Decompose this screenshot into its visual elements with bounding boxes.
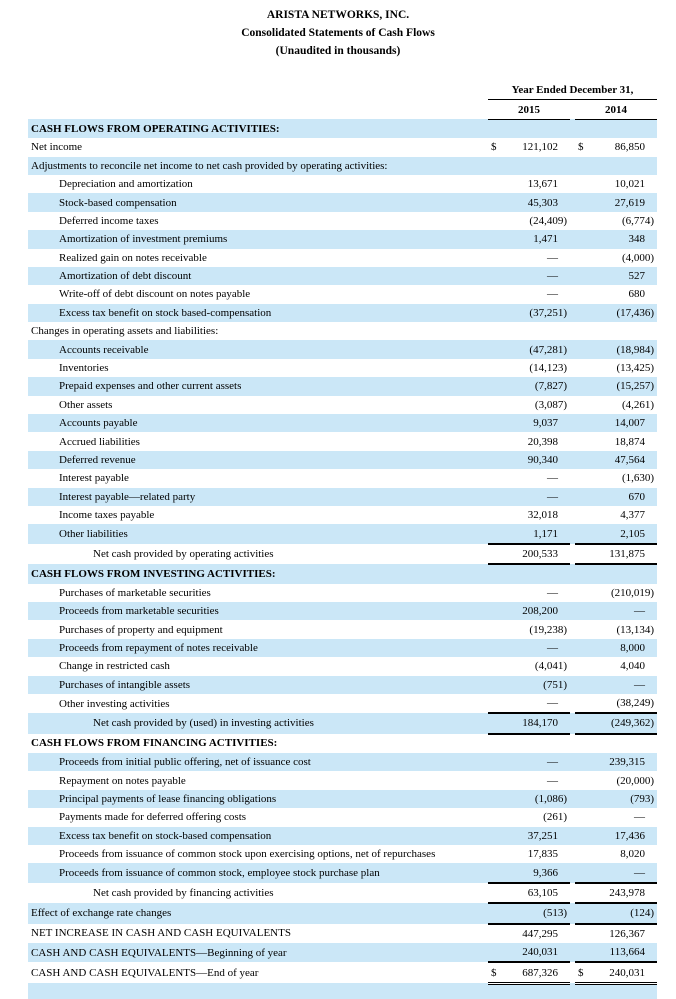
row-label: Stock-based compensation — [59, 196, 177, 209]
dollar-sign-2014 — [575, 488, 591, 506]
dollar-sign-2014 — [575, 883, 591, 903]
value-2015: 32,018 — [527, 509, 558, 522]
row-label: Deferred revenue — [59, 454, 136, 466]
value-2014: (13,425) — [616, 362, 655, 375]
row-label: Deferred income taxes — [59, 214, 159, 227]
dollar-sign-2015 — [488, 808, 504, 826]
document-header — [0, 0, 676, 60]
value-2015: — — [547, 472, 558, 485]
dollar-sign-2015 — [488, 771, 504, 789]
dollar-sign-2015 — [488, 734, 504, 753]
value-2014: (38,249) — [591, 694, 657, 713]
value-2015: (3,087) — [534, 398, 567, 411]
dollar-sign-2014 — [575, 790, 591, 808]
value-2014 — [591, 119, 657, 138]
row-label: Accounts payable — [59, 417, 138, 430]
value-2014: — — [591, 863, 657, 882]
value-2015: — — [547, 270, 558, 283]
value-2014: 131,875 — [591, 544, 657, 564]
dollar-sign-2014 — [575, 469, 591, 487]
table-row — [28, 943, 657, 962]
table-row — [28, 267, 657, 285]
table-row — [28, 249, 657, 267]
dollar-sign-2014 — [575, 753, 591, 771]
dollar-sign-2014 — [575, 340, 591, 358]
row-label: Realized gain on notes receivable — [59, 251, 207, 264]
table-row — [28, 212, 657, 230]
value-2014: (1,630) — [621, 472, 655, 485]
table-row — [28, 753, 657, 771]
value-2015: 9,037 — [533, 417, 558, 430]
row-label: Amortization of investment premiums — [59, 233, 228, 246]
table-row — [28, 175, 657, 193]
row-label: Write-off of debt discount on notes payable — [59, 288, 251, 301]
value-2014: 4,377 — [620, 509, 646, 522]
column-header-2014: 2014 — [575, 100, 657, 119]
row-label: Net cash provided by (used) in investing activities — [93, 717, 314, 730]
value-2014: (18,984) — [616, 343, 655, 356]
value-2015: 1,171 — [504, 524, 570, 543]
value-2015: 184,170 — [504, 713, 570, 733]
dollar-sign-2014 — [575, 451, 591, 469]
dollar-sign-2015 — [488, 639, 504, 657]
dollar-sign-2015 — [488, 451, 504, 469]
dollar-sign-2014 — [575, 432, 591, 450]
dollar-sign-2015 — [488, 983, 504, 999]
row-label: Interest payable—related party — [59, 490, 196, 503]
table-row — [28, 790, 657, 808]
dollar-sign-2014 — [575, 322, 591, 340]
dollar-sign-2015 — [488, 322, 504, 340]
row-label: Proceeds from issuance of common stock, employee stock purchase plan — [59, 867, 380, 880]
table-row — [28, 962, 657, 983]
dollar-sign-2014 — [575, 924, 591, 943]
value-2015: (1,086) — [534, 793, 567, 806]
row-label: Proceeds from issuance of common stock upon exercising options, net of repurchases — [59, 848, 436, 861]
table-row — [28, 414, 657, 432]
value-2014: 17,436 — [614, 829, 646, 842]
value-2015: 447,295 — [522, 927, 558, 940]
row-label: Other investing activities — [59, 697, 170, 710]
value-2014: 126,367 — [609, 927, 646, 940]
row-label: Purchases of intangible assets — [59, 678, 191, 691]
value-2015: (24,409) — [529, 214, 567, 227]
dollar-sign-2014 — [575, 175, 591, 193]
row-label: Other assets — [59, 398, 113, 411]
value-2015 — [504, 983, 570, 999]
value-2014 — [591, 157, 657, 175]
row-label: Amortization of debt discount — [59, 270, 192, 283]
value-2014: (4,261) — [621, 398, 655, 411]
value-2014: (17,436) — [616, 306, 655, 319]
table-row — [28, 676, 657, 694]
dollar-sign-2015 — [488, 620, 504, 638]
value-2015: — — [547, 490, 558, 503]
dollar-sign-2014 — [575, 639, 591, 657]
value-2014: (13,134) — [616, 623, 655, 636]
row-label: Change in restricted cash — [59, 660, 170, 673]
dollar-sign-2015 — [488, 396, 504, 414]
row-label: Net income — [31, 141, 83, 154]
dollar-sign-2014 — [575, 734, 591, 753]
dollar-sign-2014 — [575, 827, 591, 845]
value-2015: 20,398 — [527, 435, 558, 448]
value-2015: 200,533 — [504, 544, 570, 564]
table-row — [28, 359, 657, 377]
dollar-sign-2015 — [488, 469, 504, 487]
value-2015: 1,471 — [533, 233, 558, 246]
value-2014 — [591, 983, 657, 999]
dollar-sign-2015 — [488, 414, 504, 432]
value-2015 — [504, 322, 570, 340]
value-2015: (37,251) — [529, 306, 567, 319]
dollar-sign-2015 — [488, 506, 504, 524]
company-name: ARISTA NETWORKS, INC. — [266, 9, 410, 21]
value-2014: 18,874 — [614, 435, 646, 448]
dollar-sign-2014 — [575, 845, 591, 863]
table-row — [28, 564, 657, 583]
dollar-sign-2015 — [488, 285, 504, 303]
value-2015: (4,041) — [534, 660, 567, 673]
dollar-sign-2015 — [488, 377, 504, 395]
table-row — [28, 694, 657, 713]
value-2014: (20,000) — [616, 774, 655, 787]
table-row — [28, 396, 657, 414]
value-2014 — [591, 734, 657, 753]
dollar-sign-2014 — [575, 285, 591, 303]
dollar-sign-2015 — [488, 193, 504, 211]
row-label: Accounts receivable — [59, 343, 149, 356]
value-2014: (249,362) — [591, 713, 657, 733]
value-2014: 86,850 — [614, 141, 646, 154]
row-label: Changes in operating assets and liabilities: — [31, 325, 219, 338]
row-label: Net cash provided by operating activities — [93, 547, 274, 560]
dollar-sign-2014 — [575, 584, 591, 602]
dollar-sign-2015 — [488, 584, 504, 602]
row-label — [28, 983, 488, 999]
table-row — [28, 903, 657, 923]
dollar-sign-2014 — [575, 602, 591, 620]
statement-title: Consolidated Statements of Cash Flows — [241, 27, 435, 39]
value-2014: — — [634, 811, 646, 824]
row-label: CASH FLOWS FROM OPERATING ACTIVITIES: — [31, 122, 280, 135]
header-spacer — [28, 81, 488, 100]
dollar-sign-2015 — [488, 212, 504, 230]
dollar-sign-2014 — [575, 119, 591, 138]
table-row — [28, 506, 657, 524]
value-2014 — [591, 322, 657, 340]
value-2014: 47,564 — [614, 454, 646, 466]
table-row — [28, 322, 657, 340]
dollar-sign-2014 — [575, 377, 591, 395]
value-2015: — — [547, 251, 558, 264]
row-label: Proceeds from repayment of notes receivable — [59, 641, 258, 654]
table-row — [28, 845, 657, 863]
dollar-sign-2015 — [488, 883, 504, 903]
value-2014 — [591, 564, 657, 583]
dollar-sign-2015 — [488, 544, 504, 564]
period-header: Year Ended December 31, — [488, 81, 657, 100]
dollar-sign-2015 — [488, 230, 504, 248]
value-2014: 2,105 — [591, 524, 657, 543]
table-row — [28, 544, 657, 564]
row-label: Adjustments to reconcile net income to net cash provided by operating activities: — [31, 159, 388, 172]
table-row — [28, 771, 657, 789]
dollar-sign-2014 — [575, 249, 591, 267]
dollar-sign-2014 — [575, 771, 591, 789]
dollar-sign-2015 — [488, 157, 504, 175]
value-2015: 9,366 — [504, 863, 570, 882]
statement-note: (Unaudited in thousands) — [275, 45, 401, 57]
table-row — [28, 620, 657, 638]
dollar-sign-2015 — [488, 304, 504, 322]
value-2015: 90,340 — [527, 454, 558, 466]
row-label: Accrued liabilities — [59, 435, 140, 448]
value-2014: 27,619 — [614, 196, 646, 209]
dollar-sign-2015 — [488, 119, 504, 138]
table-row — [28, 138, 657, 156]
dollar-sign-2015 — [488, 488, 504, 506]
header-spacer — [28, 100, 488, 119]
row-label: Principal payments of lease financing obligations — [59, 793, 277, 806]
table-row — [28, 157, 657, 175]
dollar-sign-2015 — [488, 175, 504, 193]
value-2015: — — [547, 756, 558, 769]
table-row — [28, 488, 657, 506]
dollar-sign-2015 — [488, 753, 504, 771]
row-label: Proceeds from initial public offering, net of issuance cost — [59, 756, 311, 769]
year-header-row — [28, 100, 657, 119]
value-2014: (793) — [630, 793, 655, 806]
dollar-sign-2015 — [488, 564, 504, 583]
dollar-sign-2014 — [575, 676, 591, 694]
value-2015: 240,031 — [504, 943, 570, 962]
column-header-2015: 2015 — [488, 100, 570, 119]
dollar-sign-2015 — [488, 694, 504, 713]
dollar-sign-2014 — [575, 267, 591, 285]
dollar-sign-2014 — [575, 657, 591, 675]
value-2015: — — [504, 694, 570, 713]
row-label: Proceeds from marketable securities — [59, 605, 219, 618]
dollar-sign-2014 — [575, 230, 591, 248]
value-2014: 239,315 — [609, 756, 646, 769]
dollar-sign-2015 — [488, 676, 504, 694]
value-2014: 527 — [628, 270, 646, 283]
value-2015: (14,123) — [529, 362, 567, 375]
dollar-sign-2014 — [575, 983, 591, 999]
dollar-sign-2014: $ — [578, 141, 584, 154]
dollar-sign-2014 — [575, 863, 591, 882]
row-label: CASH AND CASH EQUIVALENTS—Beginning of year — [31, 946, 287, 959]
dollar-sign-2015 — [488, 249, 504, 267]
table-row — [28, 734, 657, 753]
dollar-sign-2014 — [575, 304, 591, 322]
row-label: Purchases of property and equipment — [59, 623, 223, 636]
value-2015: 63,105 — [504, 883, 570, 903]
row-label: Income taxes payable — [59, 509, 155, 522]
row-label: Effect of exchange rate changes — [31, 907, 172, 920]
dollar-sign-2014 — [575, 564, 591, 583]
value-2014: 8,000 — [620, 641, 646, 654]
table-row — [28, 524, 657, 543]
dollar-sign-2015 — [488, 359, 504, 377]
value-2014: — — [634, 678, 646, 691]
table-row — [28, 924, 657, 943]
row-label: Depreciation and amortization — [59, 178, 193, 191]
row-label: CASH FLOWS FROM FINANCING ACTIVITIES: — [31, 737, 278, 750]
value-2015: 208,200 — [522, 605, 558, 618]
row-label: Net cash provided by financing activities — [93, 886, 274, 899]
empty-row — [28, 983, 657, 999]
value-2015 — [504, 734, 570, 753]
row-label: Other liabilities — [59, 528, 128, 541]
value-2014: 8,020 — [620, 848, 646, 861]
table-row — [28, 193, 657, 211]
dollar-sign-2015 — [488, 924, 504, 943]
value-2015: (19,238) — [529, 623, 567, 636]
value-2014: 14,007 — [614, 417, 646, 430]
table-row — [28, 451, 657, 469]
dollar-sign-2015 — [488, 790, 504, 808]
value-2014: (6,774) — [621, 214, 655, 227]
value-2015: (751) — [543, 678, 567, 691]
table-row — [28, 639, 657, 657]
value-2014: 4,040 — [620, 660, 646, 673]
value-2015: 17,835 — [527, 848, 558, 861]
value-2015 — [504, 119, 570, 138]
value-2014: (4,000) — [621, 251, 655, 264]
value-2015 — [504, 564, 570, 583]
table-row — [28, 285, 657, 303]
value-2015: 45,303 — [527, 196, 558, 209]
value-2015: 13,671 — [527, 178, 558, 191]
value-2015: — — [547, 641, 558, 654]
table-row — [28, 883, 657, 903]
table-row — [28, 432, 657, 450]
row-label: Interest payable — [59, 472, 129, 485]
period-header-row — [28, 81, 657, 100]
table-row — [28, 713, 657, 733]
dollar-sign-2015 — [488, 602, 504, 620]
dollar-sign-2014: $ — [575, 962, 591, 983]
cash-flow-table — [28, 81, 657, 999]
value-2015: — — [547, 586, 558, 599]
dollar-sign-2014 — [575, 157, 591, 175]
table-row — [28, 119, 657, 138]
row-label: Purchases of marketable securities — [59, 586, 211, 599]
value-2014: (124) — [591, 903, 657, 923]
dollar-sign-2014 — [575, 193, 591, 211]
dollar-sign-2015 — [488, 903, 504, 923]
value-2015: — — [547, 288, 558, 301]
dollar-sign-2014 — [575, 524, 591, 543]
value-2014: 240,031 — [591, 962, 657, 983]
table-row — [28, 469, 657, 487]
table-body — [28, 119, 657, 999]
value-2015: — — [547, 774, 558, 787]
dollar-sign-2015 — [488, 943, 504, 962]
value-2015: (47,281) — [529, 343, 567, 356]
value-2015 — [504, 157, 570, 175]
row-label: CASH FLOWS FROM INVESTING ACTIVITIES: — [31, 567, 276, 580]
table-row — [28, 808, 657, 826]
value-2014: — — [634, 605, 646, 618]
dollar-sign-2015 — [488, 713, 504, 733]
dollar-sign-2014 — [575, 212, 591, 230]
row-label: NET INCREASE IN CASH AND CASH EQUIVALENTS — [31, 927, 291, 940]
row-label: Repayment on notes payable — [59, 774, 186, 787]
dollar-sign-2015 — [488, 267, 504, 285]
value-2014: 348 — [628, 233, 646, 246]
row-label: Payments made for deferred offering costs — [59, 811, 247, 824]
value-2015: 121,102 — [522, 141, 558, 154]
table-row — [28, 602, 657, 620]
value-2014: 680 — [628, 288, 646, 301]
table-row — [28, 863, 657, 882]
value-2015: 37,251 — [527, 829, 558, 842]
value-2015: (7,827) — [534, 380, 567, 393]
dollar-sign-2014 — [575, 544, 591, 564]
table-row — [28, 377, 657, 395]
value-2014: 10,021 — [614, 178, 646, 191]
dollar-sign-2015 — [488, 845, 504, 863]
table-row — [28, 657, 657, 675]
value-2014: 243,978 — [591, 883, 657, 903]
dollar-sign-2015: $ — [488, 962, 504, 983]
value-2014: 670 — [628, 490, 646, 503]
row-label: Excess tax benefit on stock-based compensation — [59, 829, 272, 842]
dollar-sign-2014 — [575, 903, 591, 923]
dollar-sign-2014 — [575, 713, 591, 733]
dollar-sign-2014 — [575, 620, 591, 638]
dollar-sign-2014 — [575, 694, 591, 713]
row-label: CASH AND CASH EQUIVALENTS—End of year — [31, 966, 259, 979]
dollar-sign-2015 — [488, 340, 504, 358]
table-row — [28, 827, 657, 845]
value-2015: (513) — [504, 903, 570, 923]
value-2015: (261) — [543, 811, 567, 824]
dollar-sign-2015 — [488, 432, 504, 450]
value-2014: (210,019) — [610, 586, 655, 599]
dollar-sign-2015 — [488, 827, 504, 845]
dollar-sign-2015 — [488, 657, 504, 675]
value-2015: 687,326 — [504, 962, 570, 983]
table-row — [28, 584, 657, 602]
dollar-sign-2014 — [575, 943, 591, 962]
table-row — [28, 230, 657, 248]
value-2014: (15,257) — [616, 380, 655, 393]
value-2014: 113,664 — [591, 943, 657, 962]
row-label: Prepaid expenses and other current assets — [59, 380, 242, 393]
dollar-sign-2014 — [575, 396, 591, 414]
table-row — [28, 340, 657, 358]
dollar-sign-2014 — [575, 506, 591, 524]
dollar-sign-2015 — [488, 863, 504, 882]
dollar-sign-2015 — [488, 524, 504, 543]
dollar-sign-2014 — [575, 414, 591, 432]
dollar-sign-2014 — [575, 359, 591, 377]
dollar-sign-2015: $ — [491, 141, 497, 154]
dollar-sign-2014 — [575, 808, 591, 826]
row-label: Excess tax benefit on stock based-compensation — [59, 306, 272, 319]
table-row — [28, 304, 657, 322]
row-label: Inventories — [59, 362, 109, 375]
